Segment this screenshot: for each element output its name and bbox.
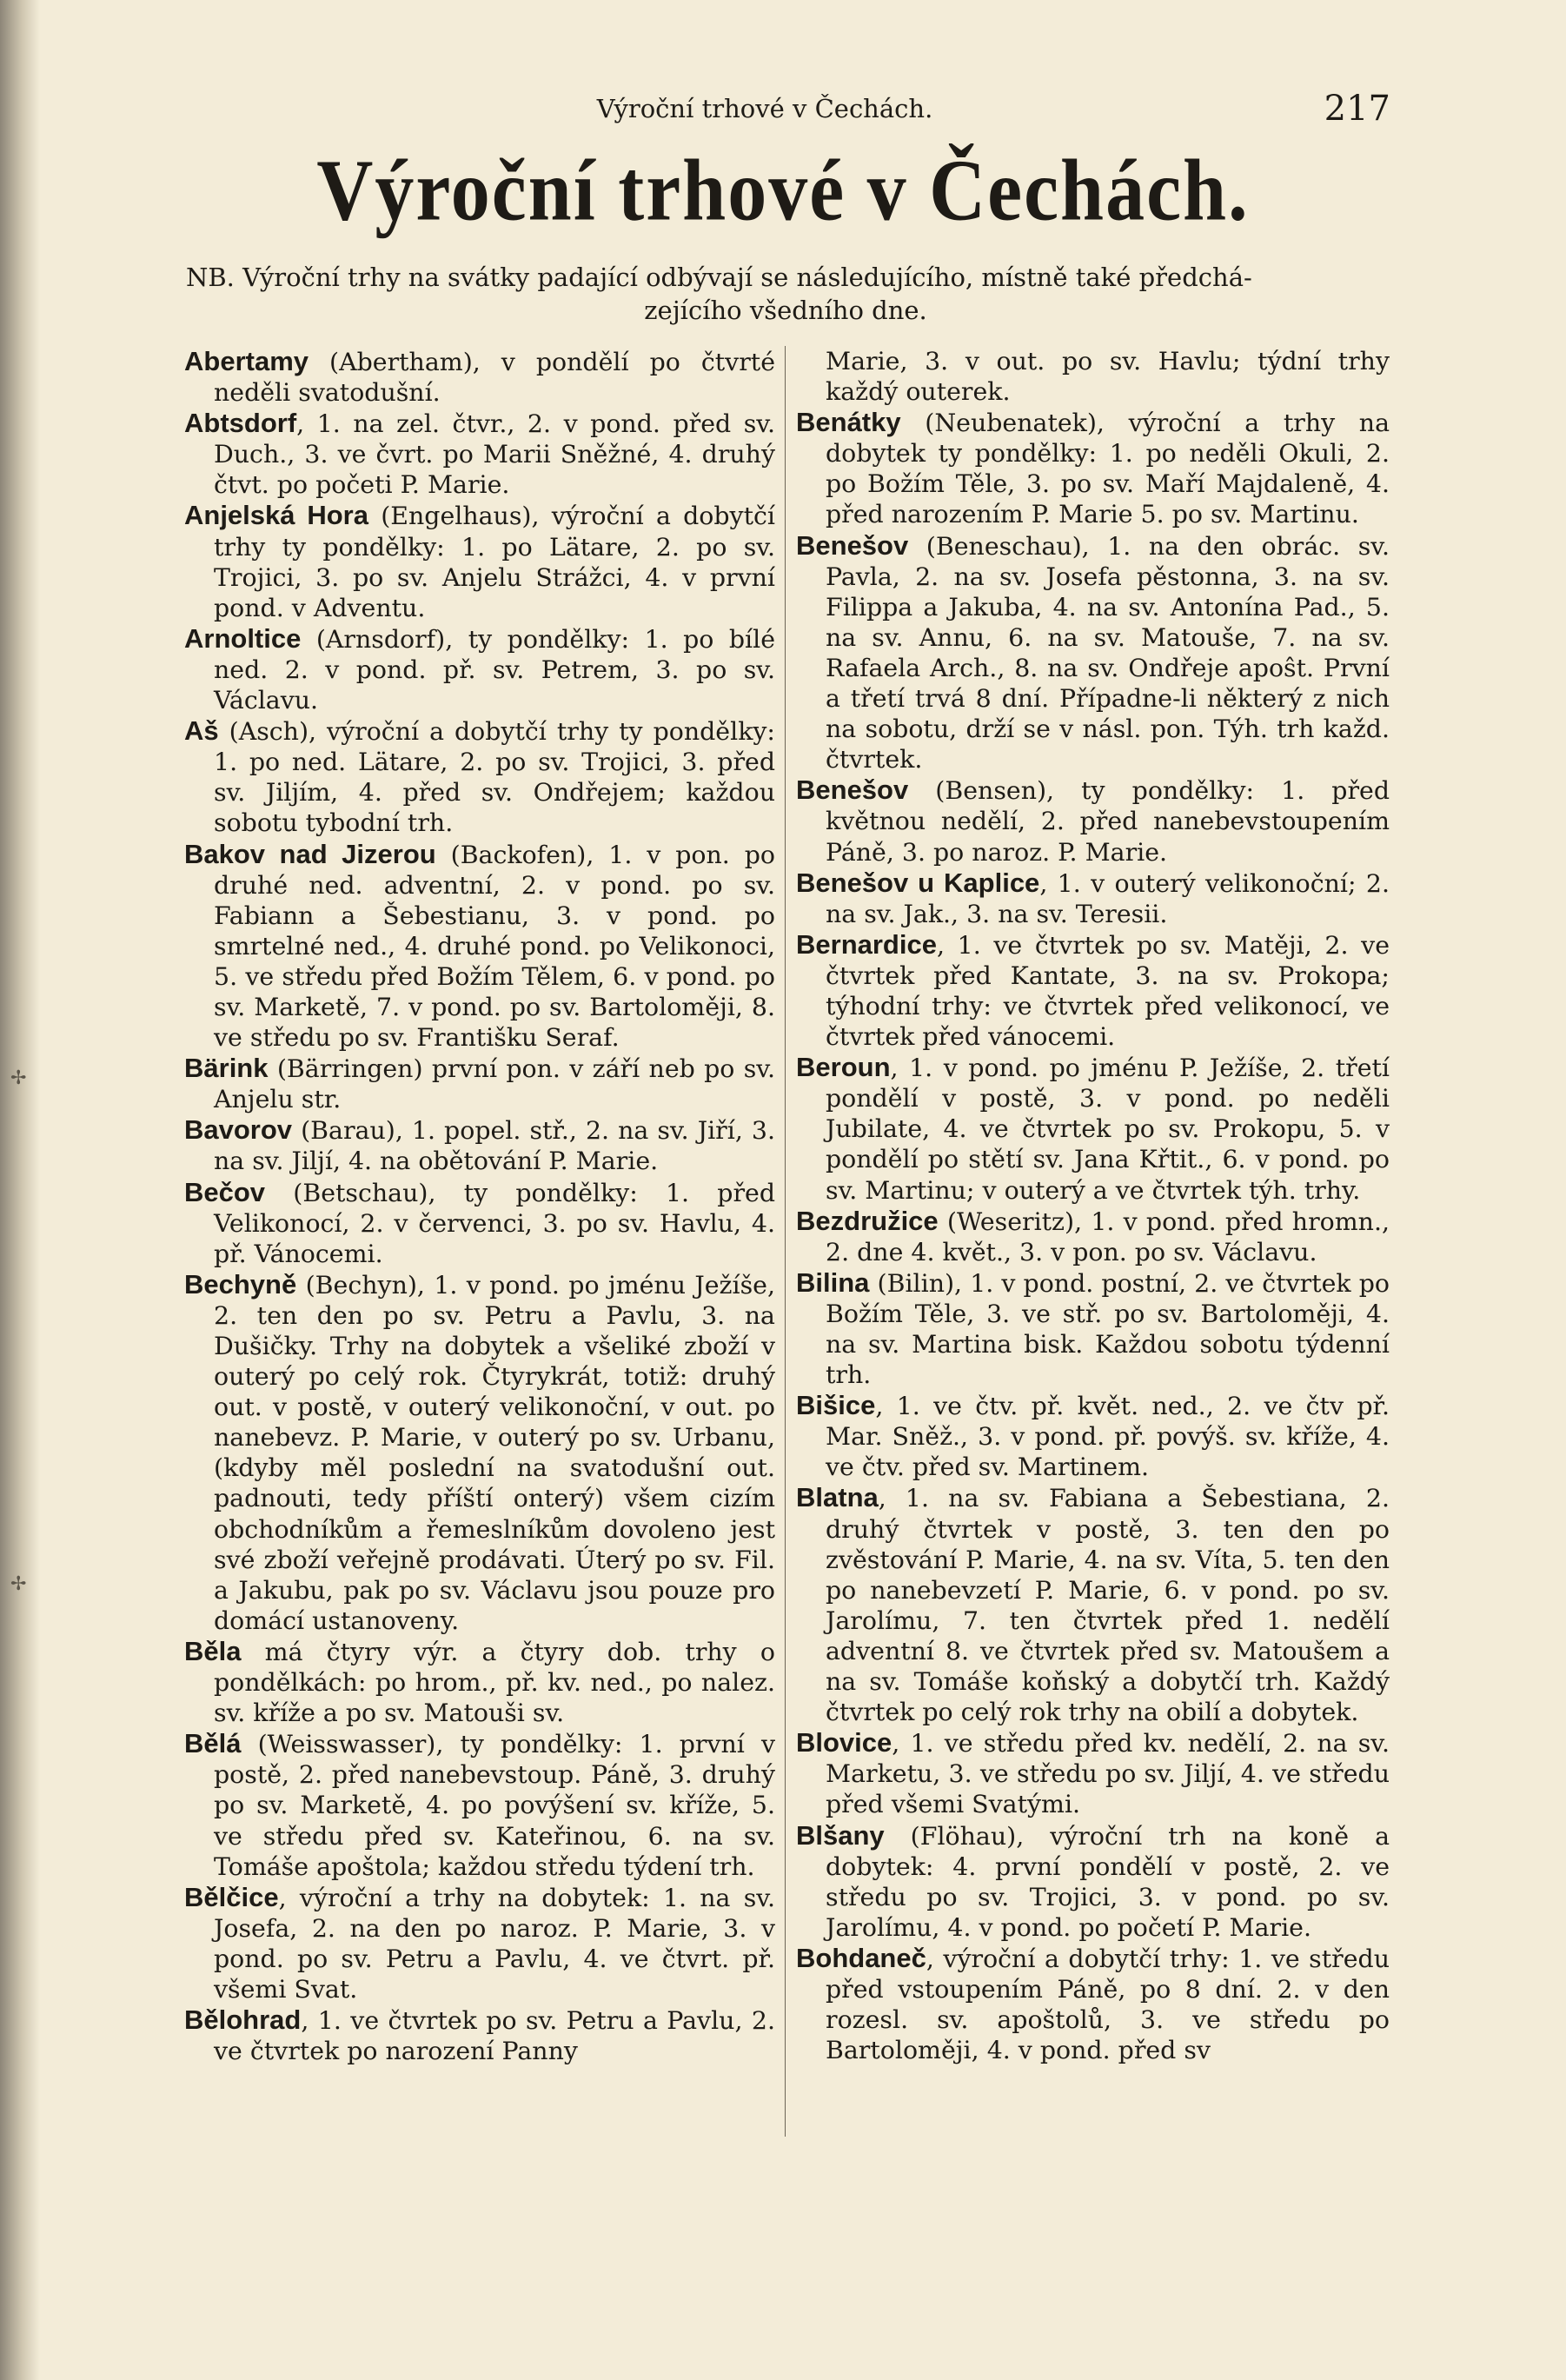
market-entry — [184, 1636, 775, 1728]
town-name: Bärink — [184, 1053, 269, 1084]
market-dates: , 1. na zel. čtvr., 2. v pond. před sv. Duch., 3. ve čvrt. po Marii Sněžné, 4. druhý čtvt. po početi P. Marie. — [214, 409, 775, 500]
town-name: Běla — [184, 1635, 242, 1666]
market-entry — [796, 1482, 1390, 1727]
market-dates: (Beneschau), 1. na den obrác. sv. Pavla, 2. na sv. Josefa pěstonna, 3. na sv. Filippa a Jakuba, 4. na sv. Antonína Pad., 5. na sv. Annu, 6. na sv. Matouše, 7. na sv. Rafaela Arch., 8. na sv. Ondřeje apoŝt. První a třetí trvá 8 dní. Případne-li některý z nich na sobotu, drží se v násl. pon. Týh. trh každ. čtvrtek. — [826, 531, 1390, 774]
market-dates: , výroční a dobytčí trhy: 1. ve středu před vstoupením Páně, po 8 dní. 2. v den rozesl. sv. apoštolů, 3. ve středu po Bartoloměji, 4. v pond. před sv — [826, 1944, 1390, 2065]
market-dates: , 1. na sv. Fabiana a Šebestiana, 2. druhý čtvrtek v postě, 3. ten den po zvěstování P. Marie, 4. na sv. Víta, 5. ten den po nanebevzetí P. Marie, 6. v pond. po sv. Jarolímu, 7. ten čtvrtek před 1. nedělí adventní 8. ve čtvrtek před sv. Matoušem a na sv. Tomáše koňský a dobytčí trh. Každý čtvrtek po celý rok trhy na obilí a dobytek. — [826, 1484, 1390, 1727]
margin-mark: ✢ — [10, 1573, 27, 1595]
market-dates: (Flöhau), výroční trh na koně a dobytek: 4. první pondělí v postě, 2. ve středu po sv. Trojici, 3. v pond. po sv. Jarolímu, 4. v pond. po početí P. Marie. — [826, 1821, 1390, 1942]
town-name: Beroun — [796, 1052, 891, 1083]
market-entry — [184, 623, 775, 715]
market-dates: , 1. v outerý velikonoční; 2. na sv. Jak., 3. na sv. Teresii. — [826, 868, 1390, 928]
town-name: Bernardice — [796, 928, 937, 960]
market-entry — [796, 530, 1390, 775]
market-dates: (Weisswasser), ty pondělky: 1. první v postě, 2. před nanebevstoup. Páně, 3. druhý po sv. Marketě, 4. po povýšení sv. kříže, 5. ve středu před sv. Kateřinou, 6. na sv. Tomáše apoštola; každou středu týdení trh. — [214, 1730, 775, 1881]
town-name: Bělohrad — [184, 2004, 302, 2036]
town-name: Benešov u Kaplice — [796, 867, 1040, 898]
market-entry — [796, 868, 1390, 929]
market-entry — [796, 774, 1390, 867]
nota-bene — [186, 261, 1385, 327]
market-entry — [796, 1206, 1390, 1267]
market-dates: , 1. ve čtv. př. květ. ned., 2. ve čtv př. Mar. Sněž., 3. v pond. př. povýš. sv. kříže, 4. ve čtv. před sv. Martinem. — [826, 1392, 1390, 1482]
market-entry — [796, 1727, 1390, 1819]
market-dates: (Bechyn), 1. v pond. po jménu Ježíše, 2. ten den po sv. Petru a Pavlu, 3. na Dušičky. Trhy na dobytek a všeliké zboží v outerý po celý rok. Čtyrykrát, totiž: druhý out. v postě, v outerý velikonoční, v out. po nanebevz. P. Marie, v outerý po sv. Urbanu, (kdyby měl poslední na svatodušní out. padnouti, tedy příští onterý) všem cizím obchodníkům a řemeslníkům dovoleno jest své zboží veřejně prodávati. Úterý po sv. Fil. a Jakubu, pak po sv. Václavu jsou pouze pro domácí ustanoveny. — [214, 1270, 775, 1635]
market-entry — [796, 929, 1390, 1052]
town-name: Benešov — [796, 774, 909, 806]
market-entry — [796, 1820, 1390, 1943]
town-name: Abtsdorf — [184, 408, 297, 439]
town-name: Bakov nad Jizerou — [184, 838, 436, 869]
market-entry — [796, 1052, 1390, 1205]
right-column — [796, 346, 1390, 2065]
market-entry — [184, 1114, 775, 1176]
market-entry — [796, 407, 1390, 529]
market-dates: , 1. ve středu před kv. nedělí, 2. na sv. Marketu, 3. ve středu po sv. Jiljí, 4. ve středu před všemi Svatými. — [826, 1729, 1390, 1819]
market-entry — [184, 346, 775, 408]
market-entry — [184, 1053, 775, 1114]
market-entry — [796, 1390, 1390, 1482]
town-name: Bechyně — [184, 1268, 297, 1300]
town-name: Blšany — [796, 1819, 885, 1851]
column-divider — [785, 346, 786, 2137]
town-name: Bilina — [796, 1266, 870, 1298]
market-dates: (Engelhaus), výroční a dobytčí trhy ty pondělky: 1. po Lätare, 2. po sv. Trojici, 3. po sv. Anjelu Strážci, 4. v první pond. v Adventu. — [214, 502, 775, 622]
market-dates: (Asch), výroční a dobytčí trhy ty pondělky: 1. po ned. Lätare, 2. po sv. Trojici, 3. před sv. Jiljím, 4. před sv. Ondřejem; každou sobotu tybodní trh. — [214, 717, 775, 838]
page-number: 217 — [1324, 89, 1390, 129]
town-name: Bělá — [184, 1728, 242, 1759]
town-name: Benešov — [796, 529, 909, 561]
nota-line: zejícího všedního dne. — [644, 296, 927, 325]
market-entry — [184, 2004, 775, 2066]
market-dates: (Neubenatek), výroční a trhy na dobytek ty pondělky: 1. po neděli Okuli, 2. po Božím Těle, 3. po sv. Maří Majdaleně, 4. před narozením P. Marie 5. po sv. Martinu. — [826, 409, 1390, 529]
running-title: Výroční trhové v Čechách. — [596, 94, 933, 123]
market-dates: má čtyry výr. a čtyry dob. trhy o pondělkách: po hrom., př. kv. ned., po nalez. sv. kříže a po sv. Matouši sv. — [214, 1637, 775, 1728]
town-name: Bavorov — [184, 1114, 293, 1146]
town-name: Benátky — [796, 407, 901, 438]
market-dates: (Bärringen) první pon. v září neb po sv. Anjelu str. — [214, 1054, 775, 1114]
page-title: Výroční trhové v Čechách. — [316, 143, 1250, 239]
town-name: Bohdaneč — [796, 1942, 926, 1973]
market-dates: (Bilin), 1. v pond. postní, 2. ve čtvrtek po Božím Těle, 3. ve stř. po sv. Bartoloměji, 4. na sv. Martina bisk. Každou sobotu týdenní trh. — [826, 1268, 1390, 1390]
town-name: Blovice — [796, 1727, 892, 1758]
market-entry — [184, 408, 775, 500]
market-dates: , výroční a trhy na dobytek: 1. na sv. Josefa, 2. na den po naroz. P. Marie, 3. v pond. po sv. Petru a Pavlu, 4. ve čtvrt. př. všemi Svat. — [214, 1883, 775, 2004]
left-column — [184, 346, 775, 2066]
page-gutter-shadow — [0, 0, 40, 2380]
market-entry — [184, 715, 775, 838]
market-entry — [184, 1882, 775, 2004]
running-head — [0, 89, 1566, 129]
market-dates: (Weseritz), 1. v pond. před hromn., 2. dne 4. květ., 3. v pon. po sv. Václavu. — [826, 1207, 1390, 1266]
market-entry — [184, 1177, 775, 1269]
town-name: Bezdružice — [796, 1205, 939, 1236]
market-dates: , 1. v pond. po jménu P. Ježíše, 2. třetí pondělí v postě, 3. v pond. po neděli Jubilate, 4. ve čtvrtek po sv. Prokopu, 5. v pondělí po stětí sv. Jana Křtit., 6. v pond. po sv. Martinu; v outerý a ve čtvrtek týh. trhy. — [826, 1054, 1390, 1205]
market-dates: (Bensen), ty pondělky: 1. před květnou nedělí, 2. před nanebevstoupením Páně, 3. po naroz. P. Marie. — [826, 776, 1390, 867]
market-entry — [184, 839, 775, 1054]
market-entry — [184, 1269, 775, 1636]
nota-line: NB. Výroční trhy na svátky padající odbývají se následujícího, místně také předchá- — [186, 263, 1252, 292]
market-dates: (Backofen), 1. v pon. po druhé ned. adventní, 2. v pond. po sv. Fabiann a Šebestianu, 3. v pond. po smrtelné ned., 4. druhé pond. po Velikonoci, 5. ve středu před Božím Tělem, 6. v pond. po sv. Marketě, 7. v pond. po sv. Bartoloměji, 8. ve středu po sv. Františku Seraf. — [214, 840, 775, 1053]
market-entry — [796, 1943, 1390, 2065]
market-dates: (Betschau), ty pondělky: 1. před Velikonocí, 2. v červenci, 3. po sv. Havlu, 4. př. Vánocemi. — [214, 1178, 775, 1268]
market-dates: , 1. ve čtvrtek po sv. Petru a Pavlu, 2. ve čtvrtek po narození Panny — [214, 2006, 775, 2066]
town-name: Aš — [184, 715, 219, 747]
town-name: Blatna — [796, 1482, 879, 1513]
town-name: Bišice — [796, 1390, 876, 1421]
town-name: Bělčice — [184, 1881, 279, 1912]
margin-mark: ✢ — [10, 1067, 27, 1089]
town-name: Abertamy — [184, 346, 309, 376]
market-entry — [796, 1267, 1390, 1390]
town-name: Bečov — [184, 1176, 266, 1207]
town-name: Anjelská Hora — [184, 500, 368, 531]
town-name: Arnoltice — [184, 622, 302, 654]
market-dates: (Barau), 1. popel. stř., 2. na sv. Jiří, 3. na sv. Jiljí, 4. na obětování P. Marie. — [214, 1116, 775, 1176]
market-entry — [184, 500, 775, 622]
market-dates: , 1. ve čtvrtek po sv. Matěji, 2. ve čtvrtek před Kantate, 3. na sv. Prokopa; týhodní trhy: ve čtvrtek před velikonocí, ve čtvrtek před vánocemi. — [826, 930, 1390, 1052]
market-dates: (Arnsdorf), ty pondělky: 1. po bílé ned. 2. v pond. př. sv. Petrem, 3. po sv. Václavu. — [214, 624, 775, 715]
continued-entry: Marie, 3. v out. po sv. Havlu; týdní trhy každý outerek. — [826, 347, 1390, 407]
market-dates: (Abertham), v pondělí po čtvrté neděli svatodušní. — [214, 348, 775, 408]
market-entry — [184, 1728, 775, 1881]
